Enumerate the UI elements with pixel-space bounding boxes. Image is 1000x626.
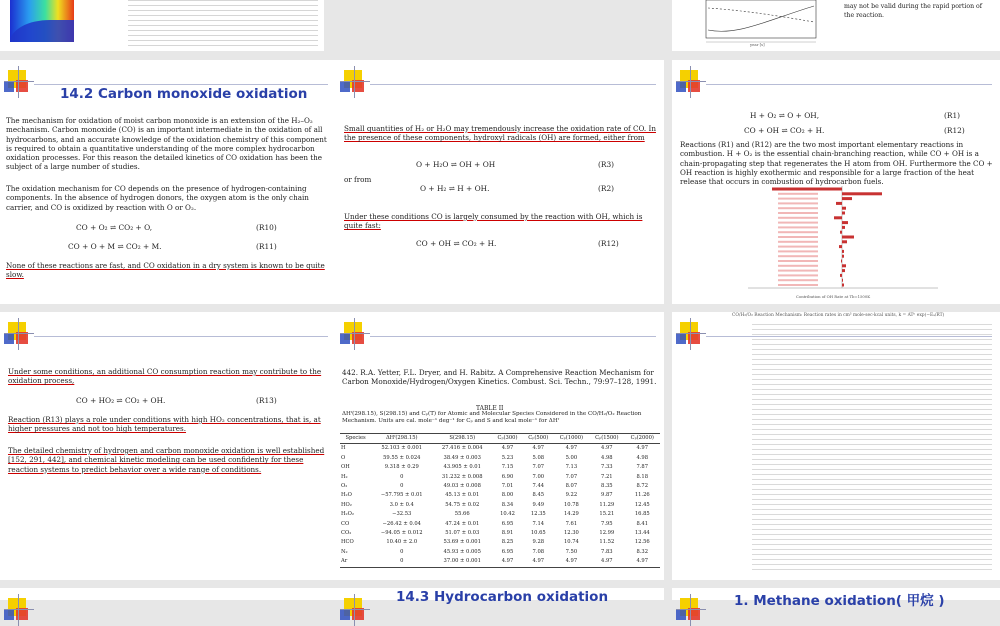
slide-logo-icon [676,594,706,626]
title-separator [370,336,656,337]
table-cell: 7.07 [565,473,578,480]
paragraph-1: The mechanism for oxidation of moist carbon monoxide is an extension of the H₂–O₂ mechanism. Carbon monoxide (CO) is an important intermediate in the oxidation of all hydrocarbons, and an accurate knowledge of the oxidation chemistry of this component is required to obtain a quantitative understanding of the more complex hydrocarbon oxidation processes. For this reason the detailed kinetics of CO oxidation has been the subject of a large number of studies. [6,116,327,172]
table-cell: 11.29 [599,501,615,508]
table-cell: 9.28 [532,539,545,546]
reaction-table-snippet [128,0,318,48]
equation-r2-label: (R2) [598,184,615,193]
table-cell: 4.97 [532,558,545,565]
table-row [340,454,660,463]
table-cell: 8.91 [501,530,514,537]
bar-label [778,246,818,248]
table-cell: 9.49 [532,501,545,508]
bar-label [778,270,818,272]
table-cell: HCO [341,539,354,546]
table-cell: 10.65 [530,530,546,537]
table-cell: 9.22 [565,492,578,499]
table-cell: 4.97 [565,445,578,452]
table-cell: 5.00 [565,454,578,461]
table-cell: 37.00 ± 0.001 [443,558,481,565]
table-header-cell: Cₚ(1500) [595,435,619,441]
bar [842,197,852,200]
table-cell: −94.05 ± 0.012 [380,530,423,537]
table-cell: 43.905 ± 0.01 [443,464,481,471]
table-cell: 7.95 [601,520,613,527]
table-cell: 12.35 [530,511,546,518]
table-cell: 7.14 [532,520,545,527]
equation-r2: O + H₂ ⇌ H + OH. [420,184,490,193]
slide-thumb-top-right[interactable] [672,0,1000,51]
table-cell: 0 [400,473,404,480]
table-cell: 5.08 [532,454,545,461]
table-cell: 51.07 ± 0.03 [445,530,480,537]
validity-note: may not be valid during the rapid portion of the reaction. [844,3,983,20]
slide-14-3-hydrocarbon[interactable] [336,588,664,605]
paragraph-2: Under these conditions CO is largely consumed by the reaction with OH, which is quite fast: [344,212,643,231]
table-cell: 8.72 [636,483,649,490]
bar [842,264,846,267]
table-cell: 6.90 [501,473,514,480]
bar [842,226,845,229]
table-cell: 11.52 [599,539,615,546]
slide-oh-formation[interactable] [336,60,664,304]
table-cell: 5.23 [501,454,514,461]
bar [842,284,844,287]
table-cell: 7.83 [601,548,613,555]
slide-thumb-top-left[interactable] [0,0,324,51]
table-cell: 7.87 [636,464,649,471]
equation-r13-label: (R13) [256,396,277,405]
table-row [340,501,660,510]
title-separator [34,336,328,337]
table-cell: 4.97 [636,558,649,565]
slide-logo-icon [340,66,370,98]
equation-r11-label: (R11) [256,242,277,251]
table-cell: 15.21 [599,511,615,518]
bar-label [778,207,818,209]
equation-r10-label: (R10) [256,223,277,232]
table-cell: 7.01 [501,483,514,490]
table-cell: 14.29 [563,511,579,518]
bar-label [778,217,818,219]
bar [842,250,844,253]
equation-r13: CO + HO₂ ⇌ CO₂ + OH. [76,396,166,405]
bar [842,240,847,243]
table-cell: 8.41 [636,520,649,527]
bar-label [778,226,818,228]
table-cell: 10.42 [500,511,515,518]
mechanism-table [752,324,992,574]
table-cell: 4.97 [601,445,613,452]
table-cell: 7.08 [532,548,545,555]
table-cell: O₂ [341,483,348,490]
table-header-cell: Cₚ(500) [528,435,549,441]
table-cell: 8.07 [565,483,578,490]
bar-label [778,202,818,204]
table-row [340,510,660,519]
table-cell: 4.97 [601,558,613,565]
table-cell: 11.26 [634,492,650,499]
table-cell: 38.49 ± 0.003 [443,454,481,461]
bar-label [778,284,818,286]
table-cell: 4.97 [501,558,514,565]
equation-r3: O + H₂O ⇌ OH + OH [416,160,496,169]
slide-logo-icon [340,594,370,626]
bar-label [778,265,818,267]
table-cell: 45.93 ± 0.005 [443,548,481,555]
table-cell: 49.03 ± 0.008 [443,483,481,490]
table-cell: Ar [341,558,348,565]
table-cell: CO₂ [341,530,352,537]
table-row [340,491,660,500]
title-separator [706,84,992,85]
table-cell: 52.103 ± 0.001 [381,445,423,452]
slide-logo-icon [4,594,34,626]
table-cell: 4.98 [601,454,613,461]
table-row [340,482,660,491]
bar [841,260,842,263]
paragraph-3: None of these reactions are fast, and CO oxidation in a dry system is known to be quite slow. [6,261,325,280]
table-cell: 47.24 ± 0.01 [445,520,480,527]
table-cell: H₂ [341,473,348,480]
table-cell: 10.74 [563,539,579,546]
table-cell: 7.61 [565,520,578,527]
table-cell: CO [341,520,350,527]
table-cell: 4.97 [532,445,545,452]
table-row [340,444,660,454]
slide-title: 14.2 Carbon monoxide oxidation [60,86,308,102]
table-cell: 7.15 [501,464,514,471]
table-cell: 3.0 ± 0.4 [389,501,414,508]
table-cell: 27.416 ± 0.004 [441,445,483,452]
slide-logo-icon [676,66,706,98]
table-header-cell: ΔHᶠ(298.15) [385,435,418,441]
bar-label [778,250,818,252]
paragraph-2: Reaction (R13) plays a role under conditions with high HO₂ concentrations, that is, at higher pressures and not too high temperatures. [8,415,321,434]
bar [834,216,842,219]
paragraph-2: The oxidation mechanism for CO depends on the presence of hydrogen-containing components. In the absence of hydrogen donors, the oxygen atom is the only chain carrier, and CO is oxidized by reaction with O or O₂. [6,184,309,212]
thermo-table [340,433,660,568]
equation-r1: H + O₂ ⇌ O + OH, [750,111,820,120]
slide-title: 1. Methane oxidation( 甲烷 ) [734,593,945,609]
paragraph-1: Small quantities of H₂ or H₂O may tremendously increase the oxidation rate of CO. In the presence of these components, hydroxyl radicals (OH) are formed, either from [344,124,656,143]
table-cell: −57.795 ± 0.01 [380,492,423,499]
table-cell: 7.44 [532,483,545,490]
table-cell: 8.25 [501,539,514,546]
plot-x-label: year [s] [750,42,765,47]
table-cell: 13.44 [634,530,650,537]
table-row [340,529,660,538]
equation-r10: CO + O₂ ⇌ CO₂ + O, [76,223,153,232]
table-header-cell: Cₚ(300) [497,435,518,441]
table-cell: 10.40 ± 2.0 [386,539,418,546]
table-cell: 10.78 [563,501,579,508]
slide-logo-icon [676,318,706,350]
table-cell: 4.97 [636,445,649,452]
table-header-cell: Species [345,435,366,441]
slide-chain-branching[interactable] [672,60,1000,304]
table-cell: 9.318 ± 0.29 [384,464,419,471]
table-cell: N₂ [341,548,348,555]
table-cell: 4.98 [636,454,649,461]
table-cell: 8.18 [636,473,649,480]
paragraph-3: The detailed chemistry of hydrogen and carbon monoxide oxidation is well established [152, 291, 442], and chemical kinetic modeling can be used confidently for these reaction systems to predict behavior over a wide range of conditions. [8,446,325,474]
table-cell: 7.33 [601,464,613,471]
table-cell: 0 [400,548,404,555]
slide-14-2-co-oxidation[interactable] [0,60,336,304]
bar-label [778,241,818,243]
table-row [340,538,660,547]
table-cell: 54.75 ± 0.02 [445,501,480,508]
table-cell: H₂O₂ [341,511,354,518]
equation-r3-label: (R3) [598,160,615,169]
bar-label [778,279,818,281]
table-cell: −26.42 ± 0.04 [382,520,421,527]
table-cell: 0 [400,483,404,490]
bar [840,231,842,234]
chart-x-label: Contribution of OH Rate at Tb=1500K [796,294,871,299]
equation-r12-label: (R12) [598,239,619,248]
table-header-cell: Cₚ(1000) [559,435,584,441]
table-cell: 31.232 ± 0.008 [441,473,483,480]
table-cell: 7.21 [601,473,613,480]
table-row [340,463,660,472]
table-cell: 6.95 [501,520,514,527]
bar [839,245,842,248]
table-cell: 7.07 [532,464,545,471]
slide-title: 14.3 Hydrocarbon oxidation [396,589,609,605]
table-cell: 8.32 [636,548,649,555]
slide-methane-oxidation[interactable] [672,588,1000,609]
table-header-cell: Cₚ(2000) [630,435,654,441]
table-cell: 45.13 ± 0.01 [445,492,480,499]
table-cell: 6.95 [501,548,514,555]
bar [772,188,842,191]
table-cell: 8.35 [601,483,613,490]
table-cell: 7.13 [565,464,578,471]
table-cell: 8.00 [501,492,514,499]
table-cell: 4.97 [565,558,578,565]
paragraph-1: Under some conditions, an additional CO consumption reaction may contribute to the oxidation process, [8,367,322,386]
bar-label [778,274,818,276]
bar [842,255,844,258]
bar [842,269,845,272]
table-cell: 55.66 [454,511,470,518]
bar [842,221,848,224]
table-cell: HO₂ [341,501,352,508]
table-cell: 53.69 ± 0.001 [443,539,481,546]
bar-label [778,236,818,238]
table-cell: 8.34 [501,501,514,508]
table-cell: O [341,454,346,461]
table-title: TABLE II [476,405,504,412]
table-row [340,557,660,567]
bar [842,207,846,210]
slide-logo-icon [4,318,34,350]
bar [842,192,882,195]
bar [842,236,854,239]
table-cell: 8.45 [532,492,545,499]
bar-label [778,222,818,224]
table-cell: 9.87 [601,492,613,499]
equation-r12: CO + OH ⇌ CO₂ + H. [416,239,497,248]
bar-label [778,255,818,257]
table-cell: −32.53 [392,511,412,518]
table-cell: 0 [400,558,404,565]
table-caption: ΔHᶠ(298.15), S(298.15) and Cₚ(T) for Atomic and Molecular Species Considered in the CO/H₂/O₂ Reaction Mechanism. Units are cal. mole⁻¹ deg⁻¹ for Cₚ and S and kcal mole⁻¹ for ΔHᶠ [342,411,642,424]
slide-logo-icon [4,66,34,98]
slide-co-ho2-reaction[interactable] [0,312,336,580]
table-row [340,520,660,529]
table-cell: H [341,445,346,452]
table-cell: H₂O [341,492,352,499]
bar-label [778,198,818,200]
bar [842,279,843,282]
or-from-text: or from [344,175,372,184]
equation-r1-label: (R1) [944,111,961,120]
bar [836,202,842,205]
equation-r12: CO + OH ⇌ CO₂ + H. [744,126,825,135]
bar-label [778,231,818,233]
table-cell: 16.85 [634,511,650,518]
mechanism-table-title: CO/H₂/O₂ Reaction Mechanism: Reaction rates in cm³ mole-sec-kcal units, k = ATⁿ exp(−Eₐ/RT) [732,313,945,318]
bar [842,212,845,215]
convergence-plot [678,0,828,48]
slide-thumb-bottom-left[interactable] [0,588,336,600]
table-cell: 7.50 [565,548,578,555]
table-cell: 12.99 [599,530,615,537]
table-cell: OH [341,464,350,471]
slide-logo-icon [340,318,370,350]
paragraph-1: Reactions (R1) and (R12) are the two most important elementary reactions in combustion. H + O₂ is the essential chain-branching reaction, while CO + OH is a chain-propagating step that regenerates the H atom from OH. Furthermore the CO + OH reaction is highly exothermic and responsible for a large fraction of the heat release that occurs in combustion of hydrocarbon fuels. [680,140,993,187]
bar [840,274,842,277]
oh-contribution-bar-chart [742,184,942,302]
slide-yetter-reference[interactable] [336,312,664,580]
table-cell: 12.45 [634,501,650,508]
bar-label [778,212,818,214]
table-cell: 12.56 [634,539,650,546]
table-cell: 59.55 ± 0.024 [383,454,421,461]
equation-r11: CO + O + M ⇌ CO₂ + M. [68,242,162,251]
table-row [340,473,660,482]
title-separator [370,84,656,85]
table-header-cell: S(298.15) [449,435,476,441]
table-cell: 4.97 [501,445,514,452]
slide-reaction-mechanism-table[interactable] [672,312,1000,580]
bar-label [778,260,818,262]
table-row [340,548,660,557]
table-cell: 12.30 [563,530,579,537]
table-cell: 7.00 [532,473,545,480]
equation-r12-label: (R12) [944,126,965,135]
title-separator [34,84,328,85]
reference-text: 442. R.A. Yetter, F.L. Dryer, and H. Rabitz. A Comprehensive Reaction Mechanism for Carbon Monoxide/Hydrogen/Oxygen Kinetics. Combust. Sci. Techn., 79:97–128, 1991. [342,368,657,387]
bar-label [778,193,818,195]
